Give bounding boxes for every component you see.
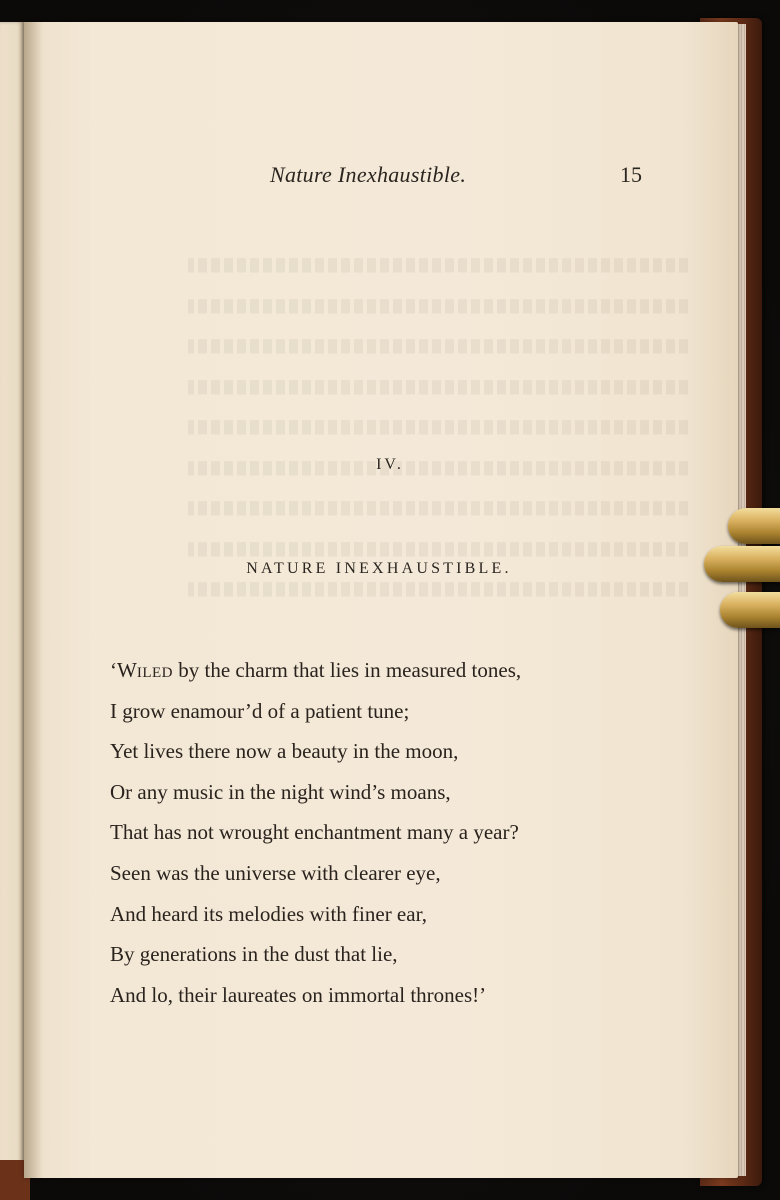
opening-quote: ‘: [110, 658, 117, 682]
brass-page-clip: [702, 500, 780, 640]
page-number: 15: [620, 162, 642, 187]
show-through-text: [188, 245, 688, 610]
poem-body: [110, 655, 521, 1020]
poem-line: Yet lives there now a beauty in the moon,: [110, 739, 459, 764]
first-line-text: by the charm that lies in measured tones,: [172, 658, 522, 682]
first-word-small-caps: ILED: [136, 665, 173, 681]
clip-finger: [720, 592, 780, 628]
poem-line: I grow enamour’d of a patient tune;: [110, 698, 410, 723]
clip-finger: [704, 546, 780, 582]
poem-line: Or any music in the night wind’s moans,: [110, 779, 451, 804]
poem-line: Seen was the universe with clearer eye,: [110, 860, 441, 885]
poem-line: That has not wrought enchantment many a year?: [110, 820, 519, 845]
left-page-edge: [0, 22, 24, 1182]
poem-number: IV.: [376, 456, 404, 473]
poem-title: NATURE INEXHAUSTIBLE.: [246, 560, 512, 577]
poem-line: And heard its melodies with finer ear,: [110, 901, 427, 926]
first-word-capital: W: [117, 658, 137, 682]
poem-line: By generations in the dust that lie,: [110, 942, 398, 967]
poem-line: And lo, their laureates on immortal thrones!’: [110, 982, 487, 1007]
running-head-title: Nature Inexhaustible.: [270, 162, 467, 187]
clip-finger: [728, 508, 780, 544]
poem-line: [110, 655, 521, 696]
